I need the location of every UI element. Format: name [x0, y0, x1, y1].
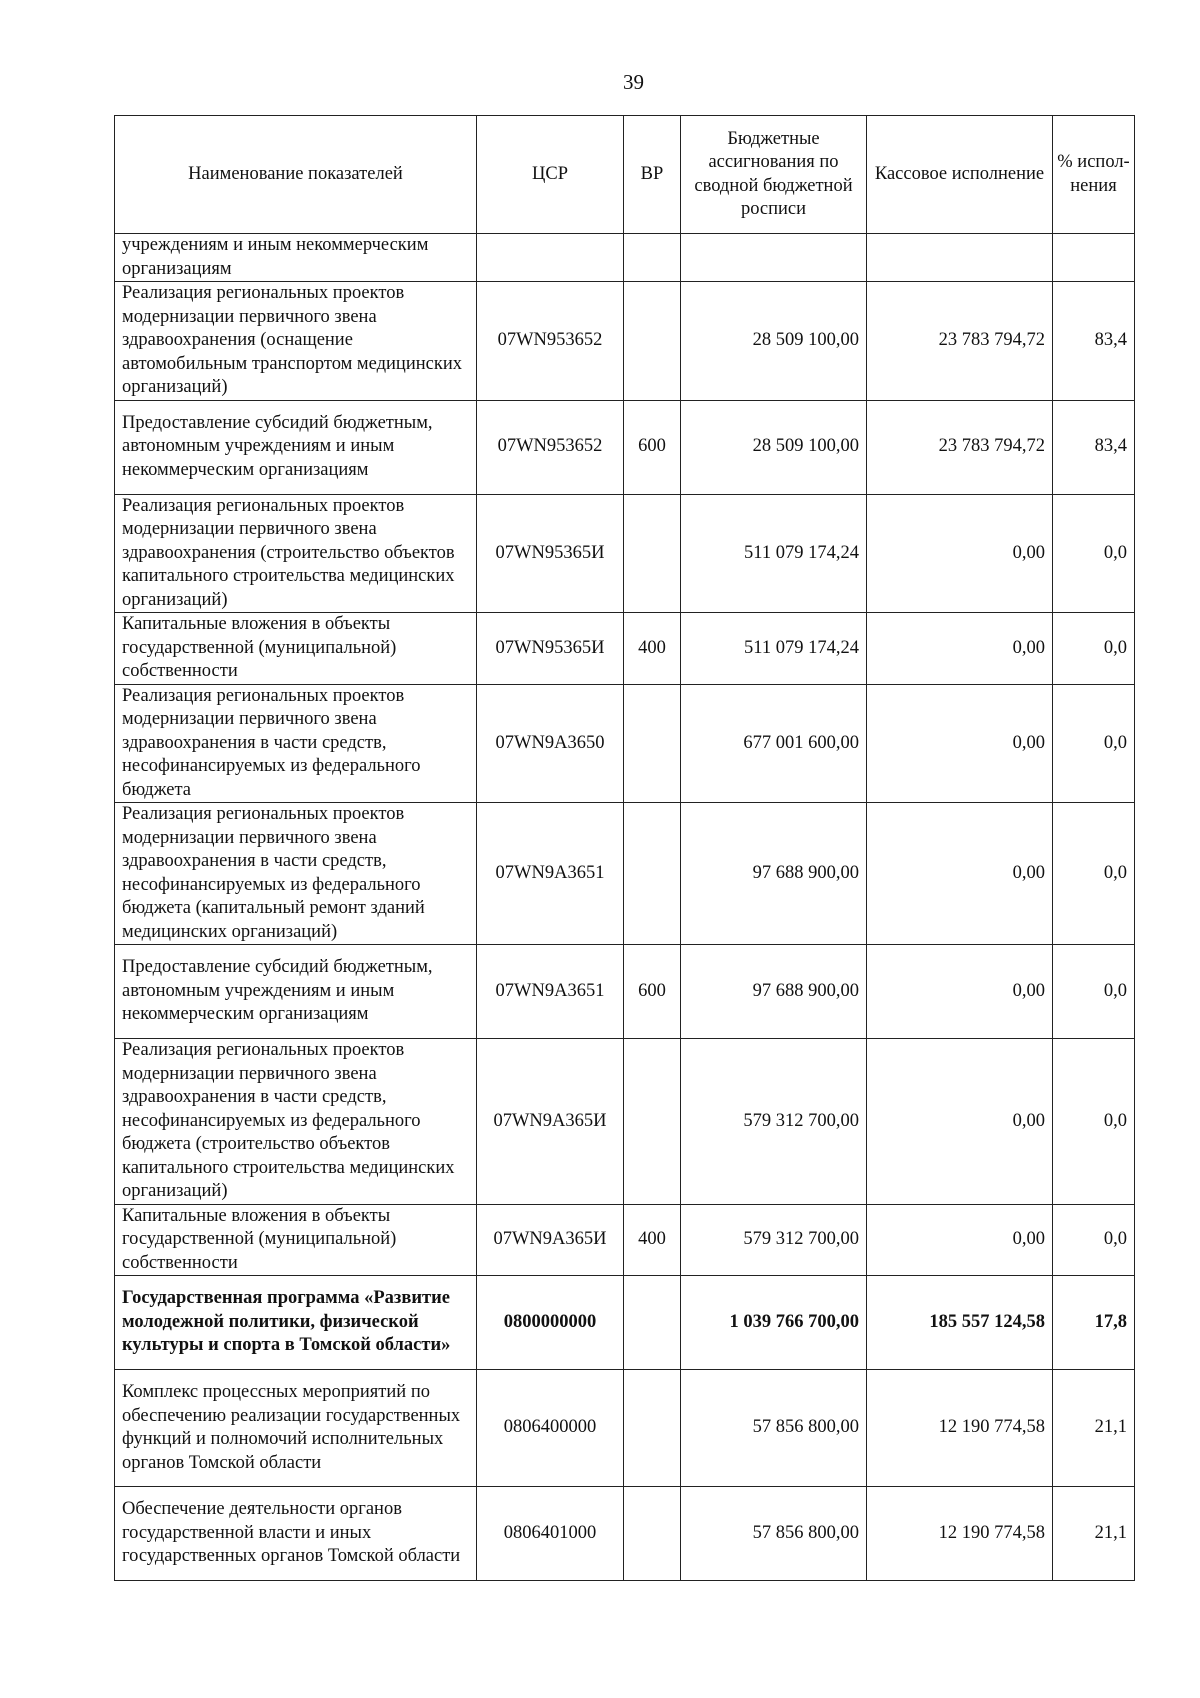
row-cash-execution-cell: 0,00 [867, 494, 1053, 613]
row-cash-execution-cell: 12 190 774,58 [867, 1487, 1053, 1581]
table-row [115, 282, 1135, 401]
row-csr-cell: 0800000000 [477, 1276, 624, 1370]
table-body [115, 234, 1135, 1581]
row-cash-execution-cell: 0,00 [867, 684, 1053, 803]
row-cash-execution-cell: 0,00 [867, 945, 1053, 1039]
header-name: Наименование показателей [115, 116, 477, 234]
row-csr-cell: 07WN953652 [477, 400, 624, 494]
row-csr-cell: 07WN95365И [477, 494, 624, 613]
row-execution-percent-cell: 0,0 [1053, 803, 1135, 945]
row-vr-cell [624, 1487, 681, 1581]
row-execution-percent-cell: 83,4 [1053, 282, 1135, 401]
row-cash-execution-cell: 0,00 [867, 613, 1053, 685]
table-row [115, 803, 1135, 945]
row-vr-cell: 600 [624, 400, 681, 494]
table-row [115, 1276, 1135, 1370]
row-assignments-cell: 579 312 700,00 [681, 1204, 867, 1276]
table-row [115, 1204, 1135, 1276]
table-row [115, 613, 1135, 685]
row-execution-percent-cell: 21,1 [1053, 1370, 1135, 1487]
row-cash-execution-cell: 23 783 794,72 [867, 282, 1053, 401]
row-vr-cell [624, 282, 681, 401]
row-name-cell: Реализация региональных проектов модернизации первичного звена здравоохранения в части средств, несофинансируемых из федерального бюджета (строительство объектов капитального строительства медицинских организаций) [115, 1039, 477, 1205]
row-csr-cell [477, 234, 624, 282]
row-vr-cell [624, 1039, 681, 1205]
row-csr-cell: 0806400000 [477, 1370, 624, 1487]
row-vr-cell: 400 [624, 613, 681, 685]
row-name-cell: Реализация региональных проектов модернизации первичного звена здравоохранения в части средств, несофинансируемых из федерального бюджета (капитальный ремонт зданий медицинских организаций) [115, 803, 477, 945]
row-csr-cell: 07WN9A365И [477, 1204, 624, 1276]
row-csr-cell: 0806401000 [477, 1487, 624, 1581]
row-name-cell: Капитальные вложения в объекты государственной (муниципальной) собственности [115, 1204, 477, 1276]
row-cash-execution-cell: 185 557 124,58 [867, 1276, 1053, 1370]
header-csr: ЦСР [477, 116, 624, 234]
row-assignments-cell: 57 856 800,00 [681, 1487, 867, 1581]
row-vr-cell [624, 494, 681, 613]
row-name-cell: Предоставление субсидий бюджетным, автономным учреждениям и иным некоммерческим организациям [115, 400, 477, 494]
row-csr-cell: 07WN95365И [477, 613, 624, 685]
table-header-row [115, 116, 1135, 234]
row-cash-execution-cell: 0,00 [867, 1204, 1053, 1276]
row-execution-percent-cell: 0,0 [1053, 684, 1135, 803]
row-assignments-cell: 511 079 174,24 [681, 494, 867, 613]
row-assignments-cell: 1 039 766 700,00 [681, 1276, 867, 1370]
row-execution-percent-cell [1053, 234, 1135, 282]
row-cash-execution-cell: 0,00 [867, 1039, 1053, 1205]
row-execution-percent-cell: 21,1 [1053, 1487, 1135, 1581]
row-assignments-cell: 97 688 900,00 [681, 803, 867, 945]
row-assignments-cell [681, 234, 867, 282]
row-name-cell: Комплекс процессных мероприятий по обеспечению реализации государственных функций и полномочий исполнительных органов Томской области [115, 1370, 477, 1487]
row-csr-cell: 07WN9A3651 [477, 803, 624, 945]
table-row [115, 1370, 1135, 1487]
header-assignments: Бюджетные ассигнования по сводной бюджетной росписи [681, 116, 867, 234]
row-vr-cell [624, 803, 681, 945]
row-vr-cell: 400 [624, 1204, 681, 1276]
table-row [115, 684, 1135, 803]
row-vr-cell [624, 684, 681, 803]
row-assignments-cell: 97 688 900,00 [681, 945, 867, 1039]
row-execution-percent-cell: 0,0 [1053, 494, 1135, 613]
table-row [115, 1487, 1135, 1581]
row-name-cell: Реализация региональных проектов модернизации первичного звена здравоохранения в части средств, несофинансируемых из федерального бюджета [115, 684, 477, 803]
row-csr-cell: 07WN9A3651 [477, 945, 624, 1039]
table-row [115, 400, 1135, 494]
table-row [115, 1039, 1135, 1205]
row-assignments-cell: 28 509 100,00 [681, 282, 867, 401]
row-execution-percent-cell: 0,0 [1053, 1204, 1135, 1276]
row-assignments-cell: 511 079 174,24 [681, 613, 867, 685]
row-vr-cell [624, 1370, 681, 1487]
row-execution-percent-cell: 0,0 [1053, 945, 1135, 1039]
row-cash-execution-cell: 23 783 794,72 [867, 400, 1053, 494]
header-execution-percent: % испол-нения [1053, 116, 1135, 234]
row-name-cell: учреждениям и иным некоммерческим организациям [115, 234, 477, 282]
row-cash-execution-cell: 12 190 774,58 [867, 1370, 1053, 1487]
row-assignments-cell: 579 312 700,00 [681, 1039, 867, 1205]
row-assignments-cell: 57 856 800,00 [681, 1370, 867, 1487]
row-cash-execution-cell [867, 234, 1053, 282]
row-name-cell: Государственная программа «Развитие молодежной политики, физической культуры и спорта в Томской области» [115, 1276, 477, 1370]
row-cash-execution-cell: 0,00 [867, 803, 1053, 945]
table-row [115, 945, 1135, 1039]
header-cash-execution: Кассовое исполнение [867, 116, 1053, 234]
row-assignments-cell: 677 001 600,00 [681, 684, 867, 803]
row-execution-percent-cell: 17,8 [1053, 1276, 1135, 1370]
row-name-cell: Обеспечение деятельности органов государственной власти и иных государственных органов Томской области [115, 1487, 477, 1581]
row-execution-percent-cell: 0,0 [1053, 613, 1135, 685]
row-csr-cell: 07WN953652 [477, 282, 624, 401]
header-vr: ВР [624, 116, 681, 234]
row-csr-cell: 07WN9A365И [477, 1039, 624, 1205]
row-execution-percent-cell: 0,0 [1053, 1039, 1135, 1205]
row-name-cell: Реализация региональных проектов модернизации первичного звена здравоохранения (строительство объектов капитального строительства медицинских организаций) [115, 494, 477, 613]
row-execution-percent-cell: 83,4 [1053, 400, 1135, 494]
row-vr-cell: 600 [624, 945, 681, 1039]
budget-execution-table [114, 115, 1135, 1581]
page-number: 39 [623, 70, 644, 94]
table-row [115, 234, 1135, 282]
row-csr-cell: 07WN9A3650 [477, 684, 624, 803]
row-assignments-cell: 28 509 100,00 [681, 400, 867, 494]
row-vr-cell [624, 1276, 681, 1370]
table-row [115, 494, 1135, 613]
row-name-cell: Реализация региональных проектов модернизации первичного звена здравоохранения (оснащение автомобильным транспортом медицинских организаций) [115, 282, 477, 401]
row-vr-cell [624, 234, 681, 282]
row-name-cell: Капитальные вложения в объекты государственной (муниципальной) собственности [115, 613, 477, 685]
row-name-cell: Предоставление субсидий бюджетным, автономным учреждениям и иным некоммерческим организациям [115, 945, 477, 1039]
